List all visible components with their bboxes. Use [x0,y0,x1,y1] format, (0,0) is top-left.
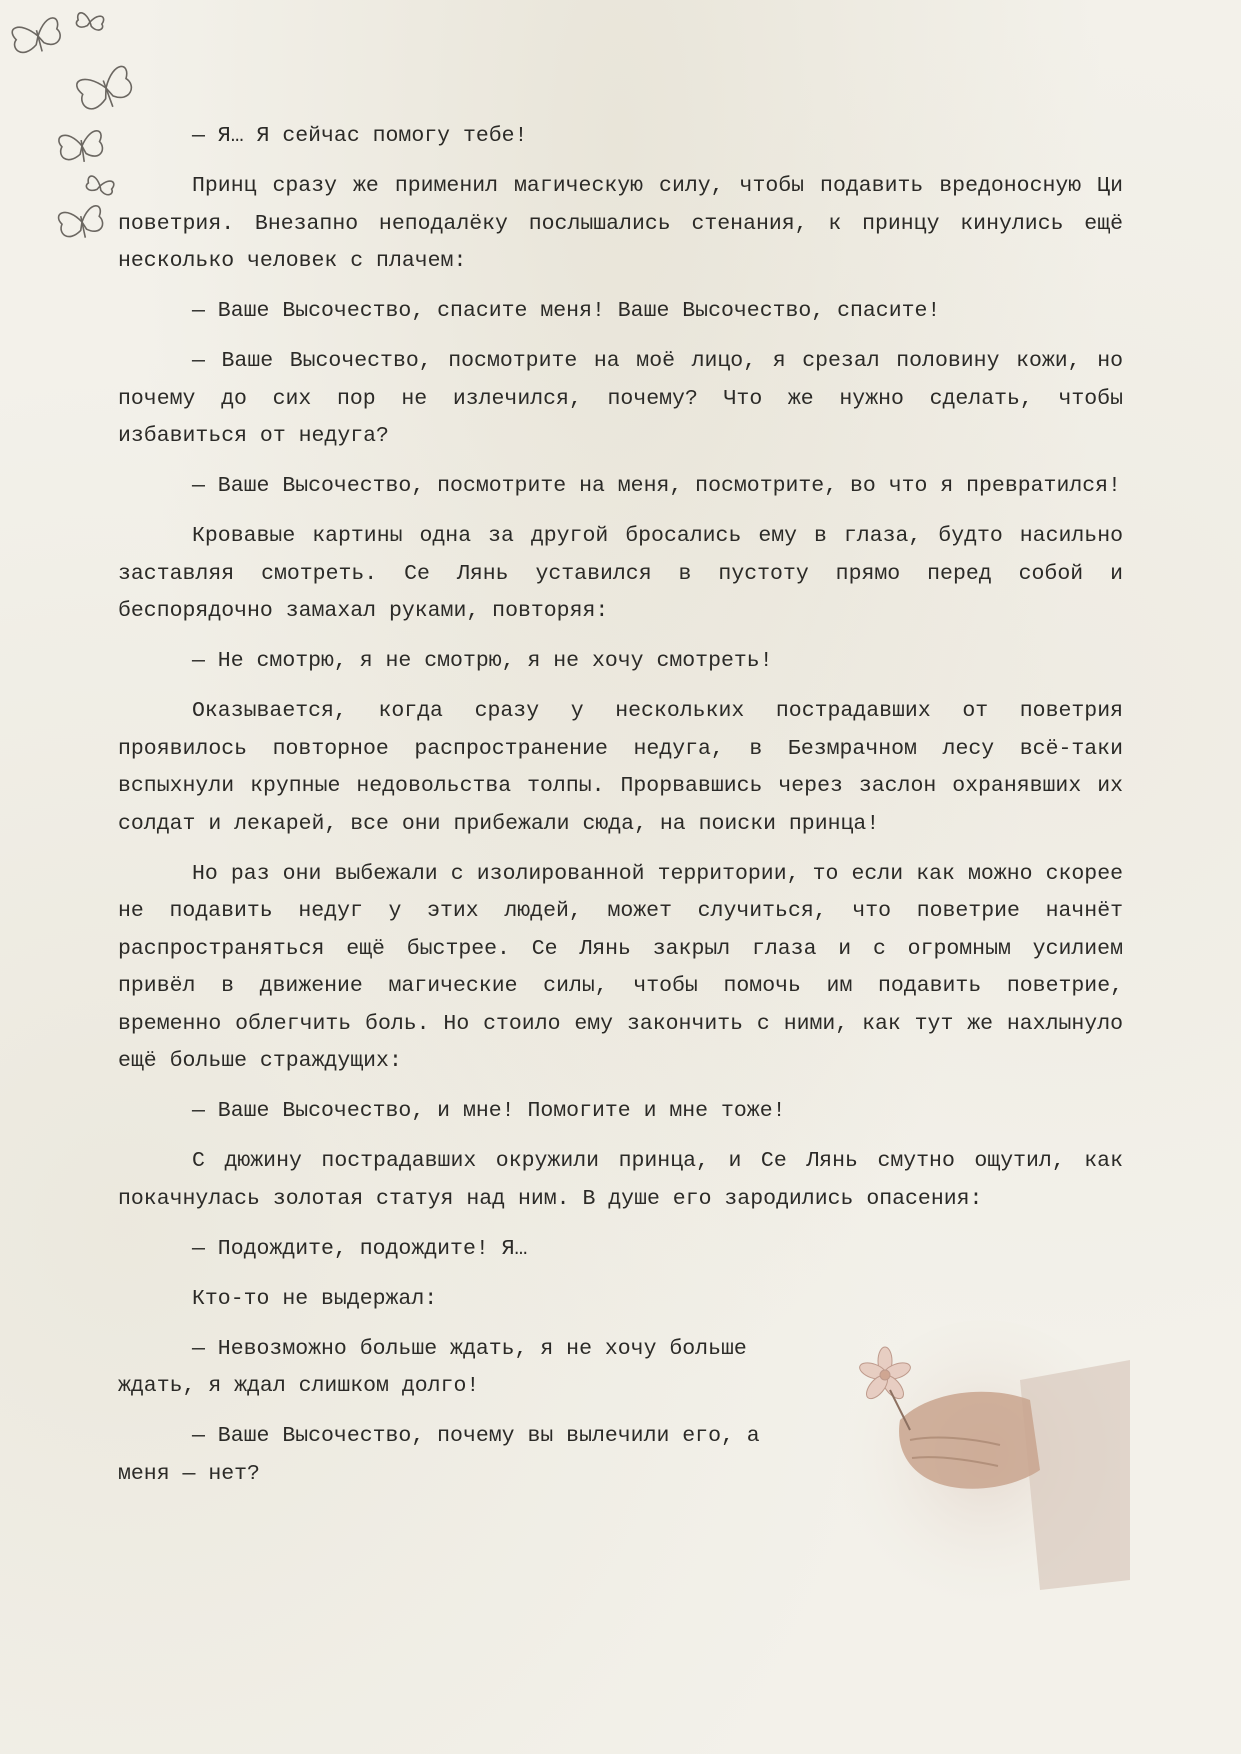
paragraph: — Не смотрю, я не смотрю, я не хочу смотреть! [192,649,773,673]
chapter-text [118,118,1123,1506]
paragraph: Принц сразу же применил магическую силу, чтобы подавить вредоносную Ци поветрия. Внезапно неподалёку послышались стенания, к принцу кинулись ещё несколько человек с плачем: [118,174,1123,273]
paragraph: — Ваше Высочество, посмотрите на моё лицо, я срезал половину кожи, но почему до сих пор не излечился, почему? Что же нужно сделать, чтобы избавиться от недуга? [118,349,1123,448]
paragraph: — Ваше Высочество, посмотрите на меня, посмотрите, во что я превратился! [192,474,1121,498]
paragraph: Кто-то не выдержал: [192,1286,438,1311]
paragraph: Но раз они выбежали с изолированной территории, то если как можно скорее не подавить недуг у этих людей, может случиться, что поветрие начнёт распространяться ещё быстрее. Се Лянь закрыл глаза и с огромным усилием привёл в движение магические силы, чтобы помочь им подавить поветрие, временно облегчить боль. Но стоило ему закончить с ними, как тут же нахлынуло ещё больше страждущих: [118,861,1123,1073]
paragraph: — Я… Я сейчас помогу тебе! [192,124,528,148]
paragraph: Кровавые картины одна за другой бросались ему в глаза, будто насильно заставляя смотреть. Се Лянь уставился в пустоту прямо перед собой и беспорядочно замахал руками, повторяя: [118,524,1123,623]
paragraph: — Невозможно больше ждать, я не хочу больше ждать, я ждал слишком долго! [118,1336,747,1398]
paragraph: — Ваше Высочество, спасите меня! Ваше Высочество, спасите! [192,299,941,323]
paragraph: Оказывается, когда сразу у нескольких пострадавших от поветрия проявилось повторное распространение недуга, в Безмрачном лесу всё-таки вспыхнули крупные недовольства толпы. Прорвавшись через заслон охранявших их солдат и лекарей, все они прибежали сюда, на поиски принца! [118,699,1123,836]
paragraph: — Ваше Высочество, и мне! Помогите и мне тоже! [192,1099,786,1123]
paragraph: — Ваше Высочество, почему вы вылечили его, а меня — нет? [118,1424,760,1486]
paragraph: — Подождите, подождите! Я… [192,1236,528,1261]
paragraph: С дюжину пострадавших окружили принца, и Се Лянь смутно ощутил, как покачнулась золотая статуя над ним. В душе его зародились опасения: [118,1149,1123,1211]
hand-holding-flower-illustration [840,1320,1130,1620]
